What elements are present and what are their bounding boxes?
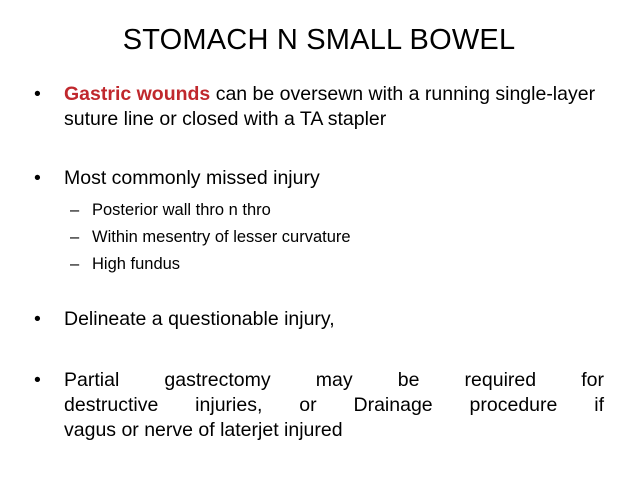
bullet-line: Partial gastrectomy may be required for <box>64 369 604 391</box>
bullet-line: destructive injuries, or Drainage procedure if <box>64 394 604 416</box>
dash-icon: – <box>70 201 80 219</box>
sub-item <box>70 226 590 248</box>
bullet-body: can be oversewn with a running single-layer suture line or closed with a TA stapler <box>64 83 596 130</box>
sub-item <box>70 199 590 221</box>
bullet-text <box>64 368 604 443</box>
bullet-partial-gastrectomy <box>34 368 604 443</box>
dash-icon: – <box>70 255 80 273</box>
sub-item-text: Posterior wall thro n thro <box>92 201 271 219</box>
bullet-missed-injury <box>34 166 604 191</box>
bullet-icon: • <box>34 167 41 189</box>
sub-item-text: High fundus <box>92 255 181 273</box>
slide-title: STOMACH N SMALL BOWEL <box>122 24 516 56</box>
dash-icon: – <box>70 228 80 246</box>
bullet-gastric-wounds <box>34 82 604 132</box>
bullet-line: vagus or nerve of laterjet injured <box>64 419 343 441</box>
bullet-text <box>64 82 604 132</box>
sub-item-text: Within mesentry of lesser curvature <box>92 228 351 246</box>
bullet-icon: • <box>34 308 41 330</box>
bullet-icon: • <box>34 83 41 105</box>
highlight-text: Gastric wounds <box>64 83 211 105</box>
bullet-delineate <box>34 307 604 332</box>
sub-item <box>70 253 590 275</box>
bullet-text: Delineate a questionable injury, <box>64 308 335 330</box>
bullet-text: Most commonly missed injury <box>64 167 320 189</box>
bullet-icon: • <box>34 369 41 391</box>
